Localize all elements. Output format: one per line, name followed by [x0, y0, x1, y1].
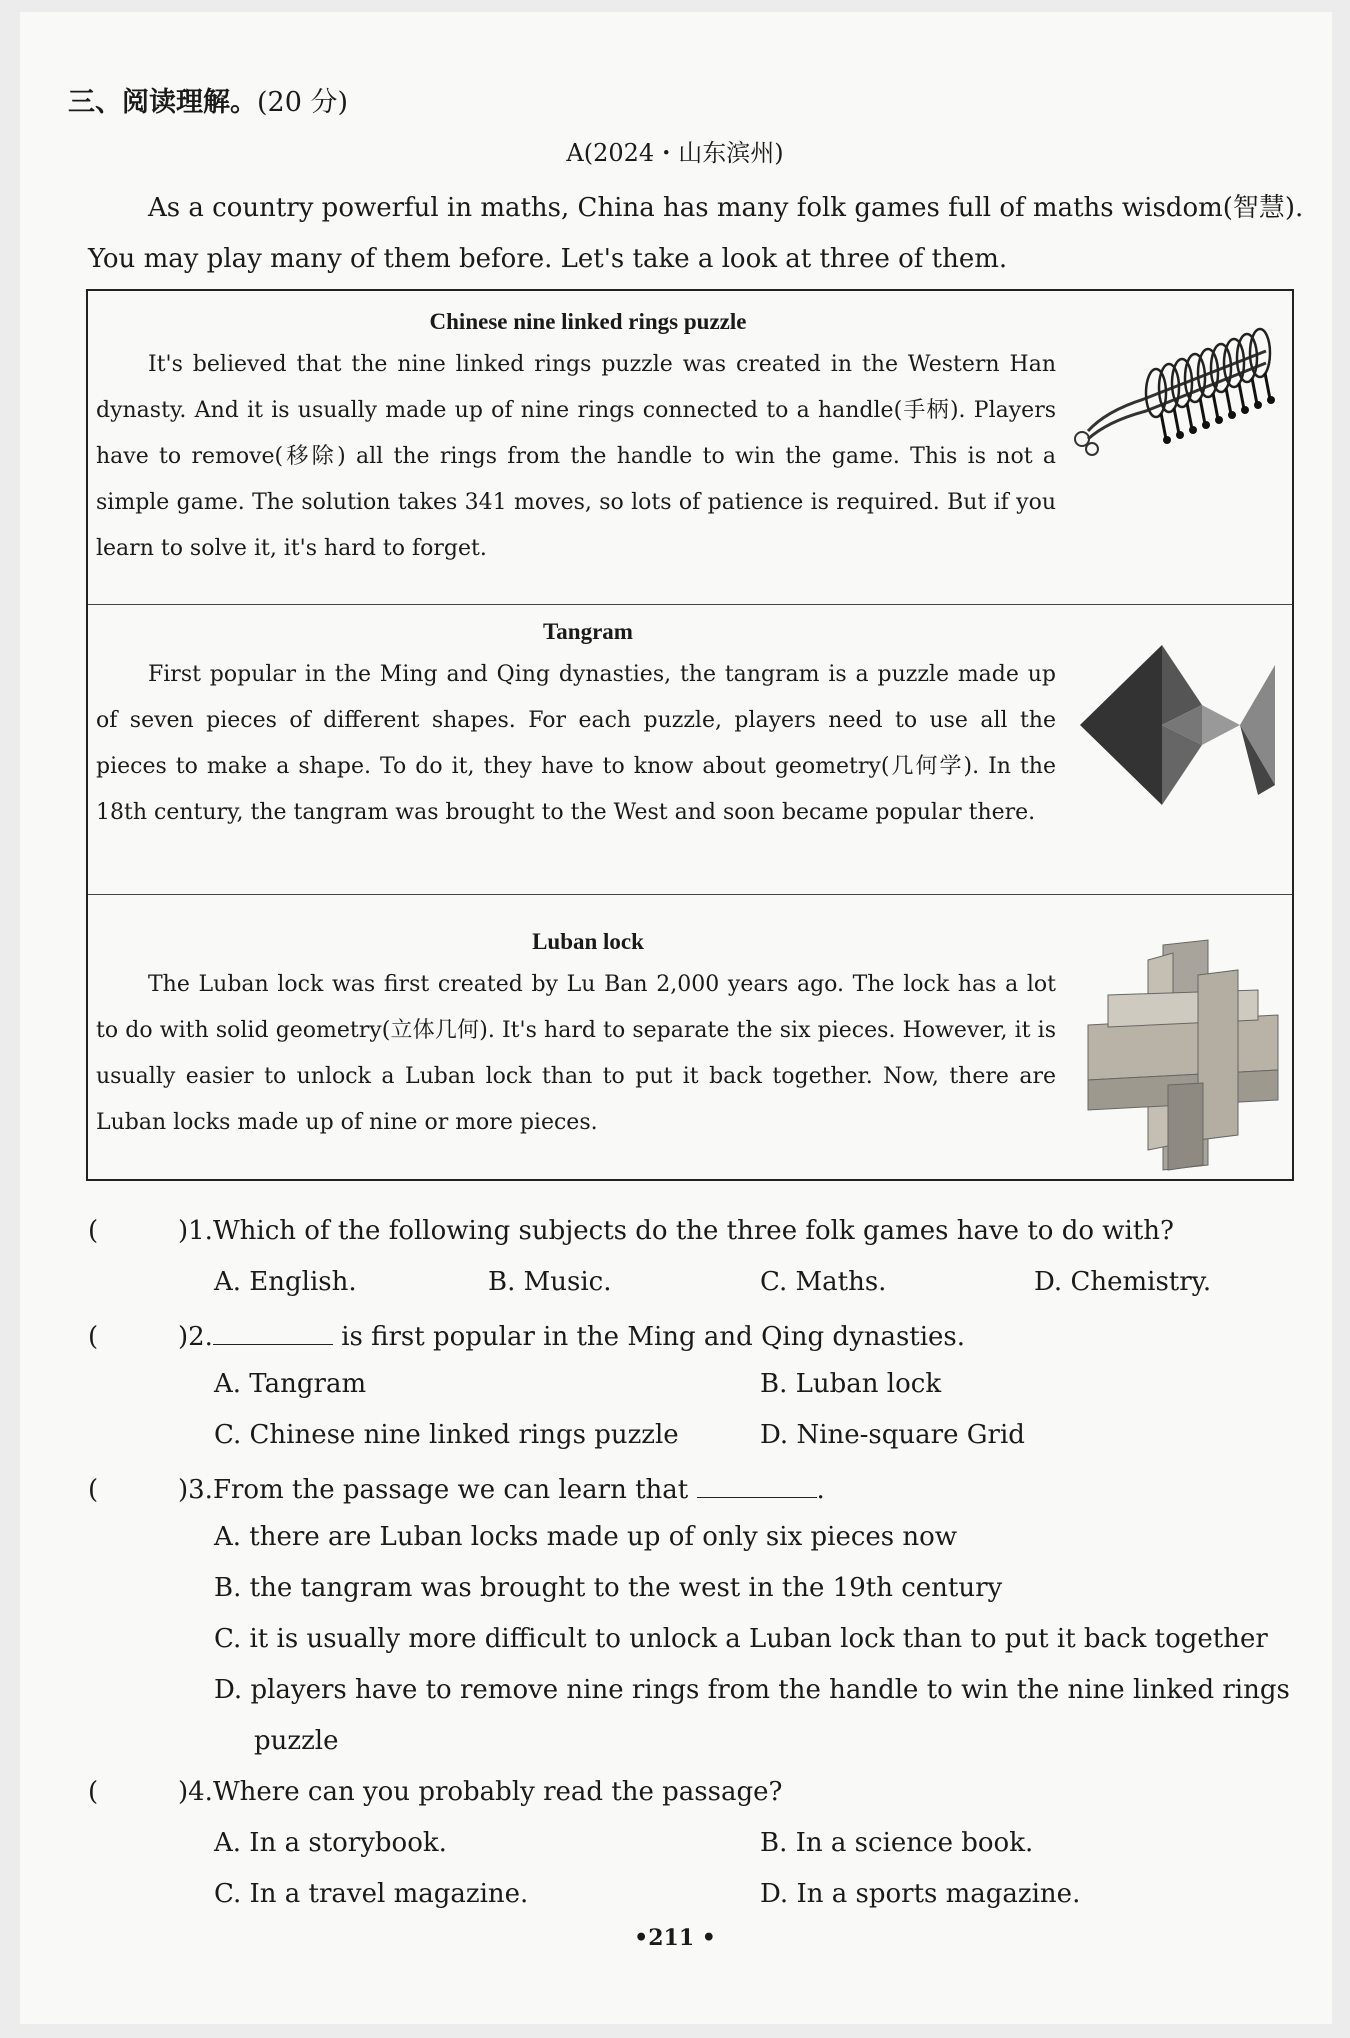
option-continuation: puzzle [254, 1726, 339, 1756]
option[interactable]: B. the tangram was brought to the west in the 19th century [214, 1573, 1003, 1603]
tangram-fish-illustration [1080, 645, 1280, 845]
game-title: Tangram [543, 619, 633, 644]
option[interactable]: D. Nine-square Grid [760, 1420, 1025, 1450]
fill-blank[interactable] [213, 1318, 333, 1345]
game-section-luban-lock [88, 895, 1292, 1181]
question-stem: Where can you probably read the passage? [212, 1777, 783, 1807]
page-number: •211 • [634, 1925, 716, 1951]
option[interactable]: A. English. [214, 1267, 357, 1297]
nine-rings-illustration [1066, 321, 1286, 461]
option[interactable]: C. In a travel magazine. [214, 1879, 529, 1909]
passage-intro: As a country powerful in maths, China has many folk games full of maths wisdom(智慧). You may play many of them before. Let's take a look at three of them. [88, 193, 1304, 274]
game-section-tangram [88, 605, 1292, 895]
question-stem: Which of the following subjects do the three folk games have to do with? [212, 1216, 1174, 1246]
luban-lock-illustration [1078, 935, 1288, 1175]
option[interactable]: B. Music. [488, 1267, 612, 1297]
game-title: Chinese nine linked rings puzzle [429, 309, 747, 334]
game-title: Luban lock [532, 929, 644, 954]
option[interactable]: D. In a sports magazine. [760, 1879, 1081, 1909]
option[interactable]: A. there are Luban locks made up of only six pieces now [214, 1522, 958, 1552]
question-number: )1. [178, 1216, 213, 1246]
games-table [86, 289, 1294, 1181]
question-4 [88, 1777, 782, 1807]
option[interactable]: A. Tangram [214, 1369, 367, 1399]
section-score: (20 分) [257, 87, 349, 118]
passage-title: A(2024・山东滨州) [566, 139, 784, 167]
question-number: )2. [178, 1322, 213, 1352]
question-3 [88, 1471, 825, 1505]
question-1 [88, 1216, 1174, 1246]
option[interactable]: D. Chemistry. [1034, 1267, 1212, 1297]
game-section-rings [88, 291, 1292, 605]
question-stem-end: . [816, 1475, 825, 1505]
game-text: It's believed that the nine linked rings puzzle was created in the Western Han dynasty. And it is usually made up of nine rings connected to a handle(手柄). Players have to remove(移除) all the rings from the handle to win the game. This is not a simple game. The solution takes 341 moves, so lots of patience is required. But if you learn to solve it, it's hard to forget. [96, 352, 1056, 561]
section-heading [68, 80, 348, 119]
option[interactable]: D. players have to remove nine rings from the handle to win the nine linked rings [214, 1675, 1290, 1705]
question-2 [88, 1318, 965, 1352]
question-stem: is first popular in the Ming and Qing dynasties. [341, 1322, 966, 1352]
option[interactable]: C. Maths. [760, 1267, 887, 1297]
option[interactable]: C. Chinese nine linked rings puzzle [214, 1420, 679, 1450]
option[interactable]: C. it is usually more difficult to unlock a Luban lock than to put it back together [214, 1624, 1268, 1654]
section-title: 三、阅读理解。 [68, 87, 257, 118]
question-number: )4. [178, 1777, 213, 1807]
game-text: The Luban lock was first created by Lu Ban 2,000 years ago. The lock has a lot to do with solid geometry(立体几何). It's hard to separate the six pieces. However, it is usually easier to unlock a Luban lock than to put it back together. Now, there are Luban locks made up of nine or more pieces. [96, 972, 1056, 1135]
answer-paren[interactable]: ( [88, 1475, 99, 1505]
question-stem: From the passage we can learn that [212, 1475, 689, 1505]
option[interactable]: B. In a science book. [760, 1828, 1034, 1858]
answer-paren[interactable]: ( [88, 1777, 99, 1807]
option[interactable]: A. In a storybook. [214, 1828, 447, 1858]
fill-blank[interactable] [697, 1471, 817, 1498]
question-number: )3. [178, 1475, 213, 1505]
option[interactable]: B. Luban lock [760, 1369, 942, 1399]
game-text: First popular in the Ming and Qing dynasties, the tangram is a puzzle made up of seven pieces of different shapes. For each puzzle, players need to use all the pieces to make a shape. To do it, they have to know about geometry(几何学). In the 18th century, the tangram was brought to the West and soon became popular there. [96, 662, 1056, 825]
answer-paren[interactable]: ( [88, 1216, 99, 1246]
answer-paren[interactable]: ( [88, 1322, 99, 1352]
